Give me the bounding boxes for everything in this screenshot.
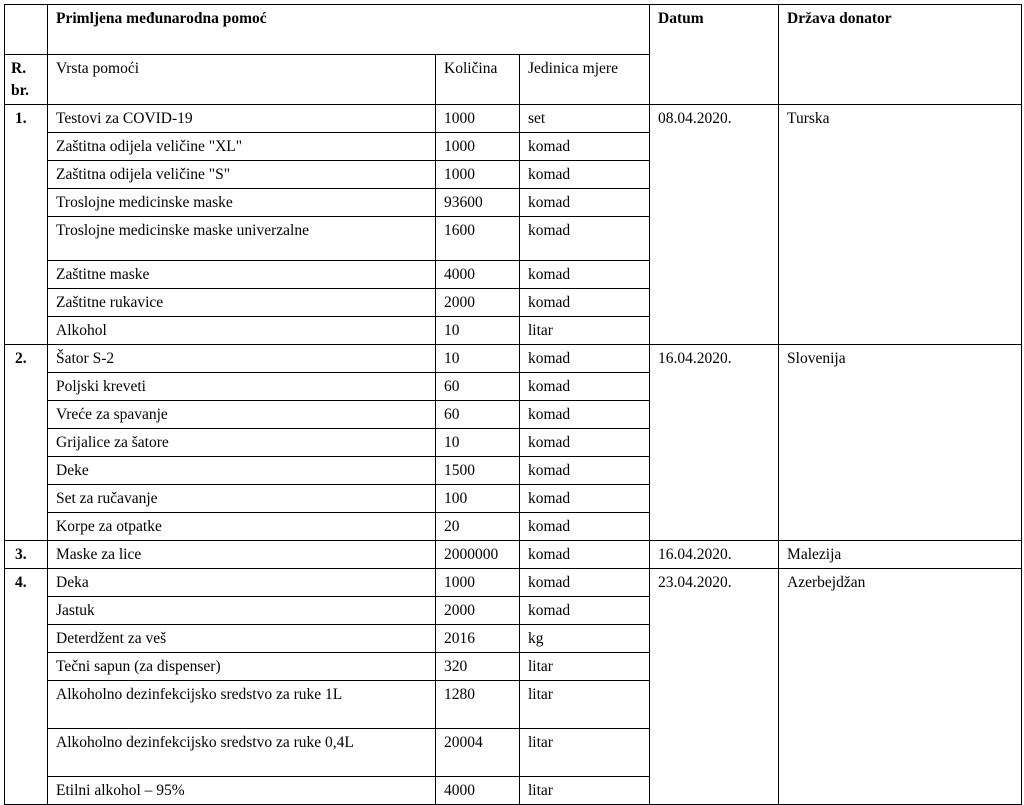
rbr-header: R. br. [5,55,48,105]
item-name: Deka [48,569,436,597]
row-number: 2. [5,345,48,541]
item-quantity: 1500 [436,457,520,485]
item-unit: litar [520,653,650,681]
item-unit: komad [520,401,650,429]
item-unit: komad [520,597,650,625]
item-name: Alkohol [48,317,436,345]
item-name: Deke [48,457,436,485]
corner-cell [5,5,48,55]
row-number: 4. [5,569,48,805]
item-name: Set za ručavanje [48,485,436,513]
item-unit: komad [520,217,650,261]
item-quantity: 1000 [436,161,520,189]
item-unit: litar [520,681,650,729]
item-unit: komad [520,189,650,217]
item-unit: litar [520,729,650,777]
item-name: Testovi za COVID-19 [48,105,436,133]
item-unit: komad [520,133,650,161]
table-row [5,345,1022,373]
item-unit: komad [520,513,650,541]
item-quantity: 2016 [436,625,520,653]
item-unit: komad [520,373,650,401]
aid-table [4,4,1022,805]
item-unit: komad [520,541,650,569]
item-unit: komad [520,457,650,485]
item-quantity: 60 [436,373,520,401]
donor-country: Azerbejdžan [779,569,1022,805]
kolicina-header: Količina [436,55,520,105]
item-quantity: 2000 [436,289,520,317]
group-date: 16.04.2020. [650,541,779,569]
item-quantity: 4000 [436,777,520,805]
item-name: Poljski kreveti [48,373,436,401]
item-name: Zaštitne maske [48,261,436,289]
item-quantity: 2000 [436,597,520,625]
item-unit: komad [520,429,650,457]
item-unit: komad [520,569,650,597]
table-row [5,105,1022,133]
item-quantity: 60 [436,401,520,429]
donor-country: Malezija [779,541,1022,569]
item-quantity: 4000 [436,261,520,289]
item-name: Tečni sapun (za dispenser) [48,653,436,681]
donor-country: Slovenija [779,345,1022,541]
item-unit: set [520,105,650,133]
item-quantity: 1600 [436,217,520,261]
item-name: Etilni alkohol – 95% [48,777,436,805]
vrsta-header: Vrsta pomoći [48,55,436,105]
donor-country: Turska [779,105,1022,345]
item-name: Vreće za spavanje [48,401,436,429]
item-quantity: 10 [436,429,520,457]
item-name: Troslojne medicinske maske [48,189,436,217]
row-number: 3. [5,541,48,569]
group-date: 16.04.2020. [650,345,779,541]
table-row [5,569,1022,597]
item-quantity: 93600 [436,189,520,217]
item-unit: komad [520,261,650,289]
jedinica-header: Jedinica mjere [520,55,650,105]
item-name: Zaštitne rukavice [48,289,436,317]
item-unit: kg [520,625,650,653]
item-quantity: 10 [436,345,520,373]
item-name: Grijalice za šatore [48,429,436,457]
drzava-header: Država donator [779,5,1022,105]
item-quantity: 1000 [436,133,520,161]
item-quantity: 320 [436,653,520,681]
datum-header: Datum [650,5,779,105]
item-name: Zaštitna odijela veličine "XL" [48,133,436,161]
item-name: Deterdžent za veš [48,625,436,653]
row-number: 1. [5,105,48,345]
main-title-cell: Primljena međunarodna pomoć [48,5,650,55]
item-quantity: 100 [436,485,520,513]
item-unit: komad [520,485,650,513]
item-name: Alkoholno dezinfekcijsko sredstvo za ruke 0,4L [48,729,436,777]
item-unit: komad [520,345,650,373]
item-name: Korpe za otpatke [48,513,436,541]
item-quantity: 20004 [436,729,520,777]
group-date: 08.04.2020. [650,105,779,345]
item-quantity: 10 [436,317,520,345]
item-unit: komad [520,161,650,189]
item-unit: komad [520,289,650,317]
item-unit: litar [520,777,650,805]
item-name: Zaštitna odijela veličine "S" [48,161,436,189]
item-name: Jastuk [48,597,436,625]
group-date: 23.04.2020. [650,569,779,805]
item-quantity: 1000 [436,105,520,133]
item-quantity: 1000 [436,569,520,597]
item-name: Alkoholno dezinfekcijsko sredstvo za ruke 1L [48,681,436,729]
item-name: Šator S-2 [48,345,436,373]
item-quantity: 2000000 [436,541,520,569]
item-unit: litar [520,317,650,345]
item-quantity: 1280 [436,681,520,729]
header-row-1 [5,5,1022,55]
item-name: Maske za lice [48,541,436,569]
item-quantity: 20 [436,513,520,541]
table-row [5,541,1022,569]
item-name: Troslojne medicinske maske univerzalne [48,217,436,261]
